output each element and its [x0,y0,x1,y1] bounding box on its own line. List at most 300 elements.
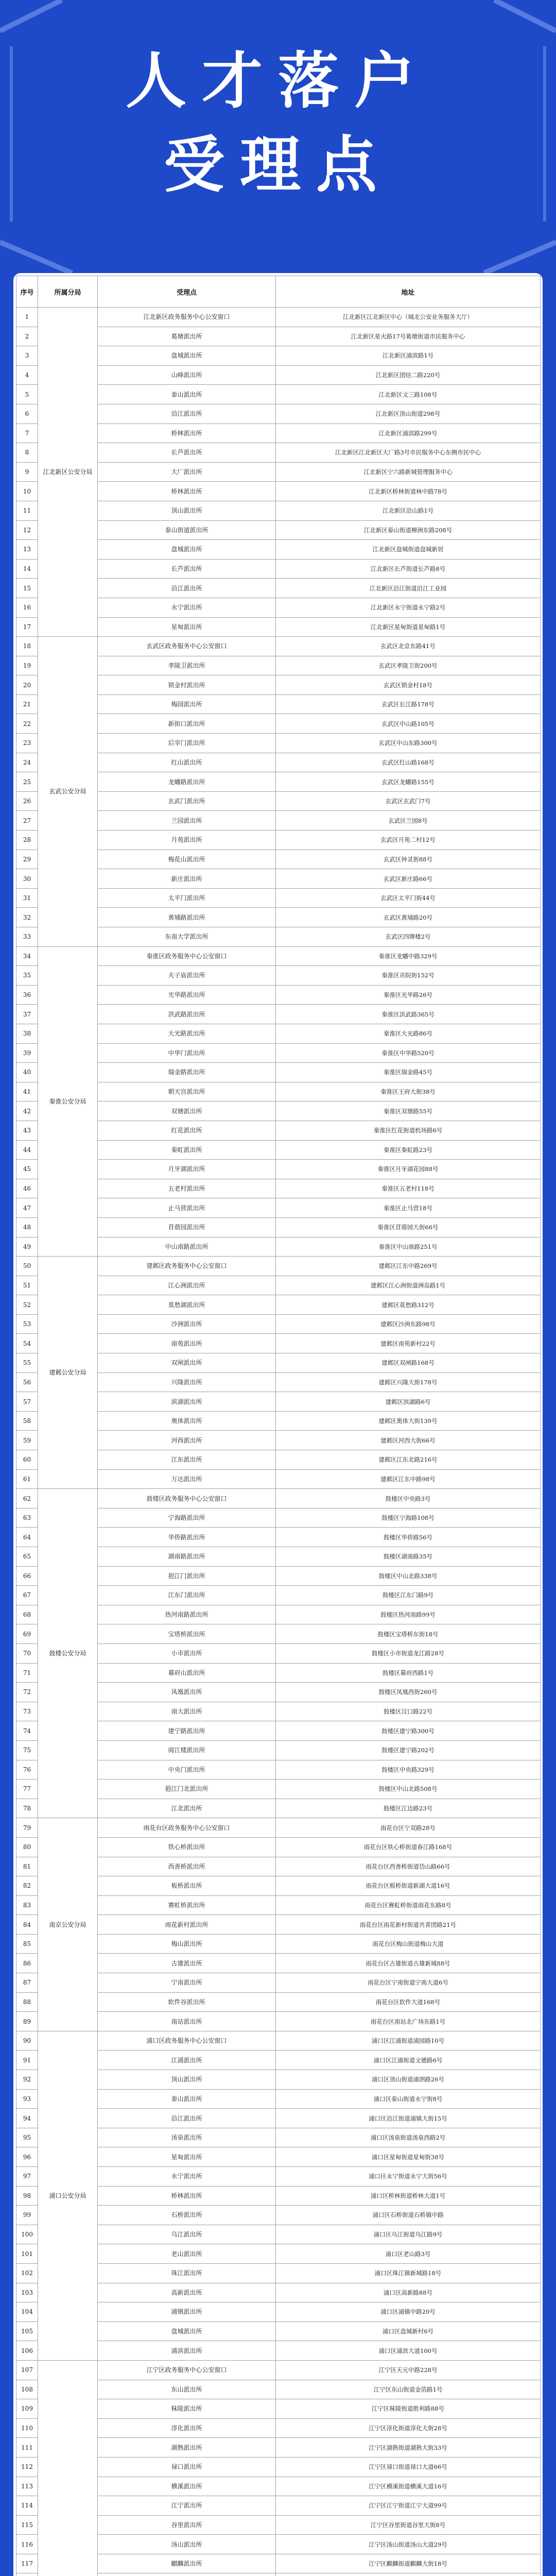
row-number: 52 [16,1295,38,1315]
station-address: 浦口区泰山街道永宁街8号 [276,2089,541,2109]
station-name: 阅江楼派出所 [98,1740,276,1760]
station-name: 红山派出所 [98,753,276,772]
station-name: 长芦派出所 [98,559,276,579]
station-name: 永宁派出所 [98,598,276,617]
station-name: 朝天宫派出所 [98,1082,276,1101]
station-address: 鼓楼区湖南路35号 [276,1547,541,1567]
station-name: 秦淮区政务服务中心公安窗口 [98,946,276,966]
station-address: 建邺区江心洲街道洲岛路1号 [276,1276,541,1295]
station-address: 建邺区奥体大街139号 [276,1411,541,1431]
row-number: 62 [16,1489,38,1509]
station-name: 双塘派出所 [98,1101,276,1121]
row-number: 84 [16,1915,38,1935]
station-name: 瑞金路派出所 [98,1063,276,1082]
station-address: 江北新区文三路108号 [276,385,541,404]
station-address: 江宁区湖熟街道湖熟大街33号 [276,2438,541,2458]
station-address: 建邺区莫愁路312号 [276,1295,541,1315]
branch-cell: 玄武公安分局 [38,637,98,947]
station-address: 建邺区沙洲东路98号 [276,1314,541,1334]
station-name: 沿江派出所 [98,2109,276,2128]
station-name: 兰园派出所 [98,811,276,831]
branch-cell: 秦淮公安分局 [38,946,98,1257]
station-address: 江宁区江宁街道江宁大道99号 [276,2496,541,2516]
station-name: 幕府山派出所 [98,1663,276,1683]
station-name: 山峰派出所 [98,365,276,385]
station-name: 桥林派出所 [98,423,276,443]
station-name: 禄口派出所 [98,2457,276,2477]
row-number: 94 [16,2109,38,2128]
station-address: 玄武区锁金村18号 [276,675,541,695]
row-number: 48 [16,1217,38,1237]
row-number: 107 [16,2360,38,2380]
station-address: 雨花台区西善桥街道岱山路66号 [276,1857,541,1876]
stations-table [16,276,541,2576]
station-address: 鼓楼区建宁路300号 [276,1721,541,1741]
station-name: 建邺区政务服务中心公安窗口 [98,1257,276,1276]
station-name: 中华门派出所 [98,1043,276,1063]
station-address: 雨花台区梅山街道梅山大道 [276,1934,541,1954]
station-address: 秦淮区光华路26号 [276,985,541,1005]
station-address: 玄武区北京东路41号 [276,637,541,656]
station-address: 秦淮区双塘路55号 [276,1101,541,1121]
row-number: 54 [16,1334,38,1353]
station-address: 江北新区沿江街道沿江工业园 [276,579,541,598]
station-name: 万达派出所 [98,1469,276,1489]
station-name: 宁南派出所 [98,1973,276,1993]
station-name: 江宁派出所 [98,2496,276,2516]
station-address: 鼓楼区宝塔桥东街18号 [276,1624,541,1644]
station-name: 星甸派出所 [98,617,276,637]
row-number: 85 [16,1934,38,1954]
row-number: 26 [16,791,38,811]
row-number: 74 [16,1721,38,1741]
station-name: 新街口派出所 [98,714,276,734]
row-number: 70 [16,1643,38,1663]
station-address: 雨花台区宁双路28号 [276,1818,541,1838]
station-name: 泰山街道派出所 [98,520,276,540]
row-number: 46 [16,1179,38,1198]
row-number: 10 [16,482,38,501]
station-address: 浦口区乌江街道乌江路9号 [276,2225,541,2244]
station-name: 湖南路派出所 [98,1547,276,1567]
station-name: 星甸派出所 [98,2147,276,2167]
station-address: 江宁区汤山街道汤山大道29号 [276,2535,541,2554]
header-no: 序号 [16,276,38,308]
station-address: 鼓楼区凤凰西街260号 [276,1683,541,1702]
row-number: 38 [16,1024,38,1043]
row-number: 110 [16,2418,38,2438]
station-name: 软件谷派出所 [98,1992,276,2012]
station-address: 浦口区江浦街道文德路6号 [276,2050,541,2070]
station-name: 宁海路派出所 [98,1508,276,1528]
branch-cell: 江北新区公安分局 [38,308,98,637]
station-name: 西善桥派出所 [98,1857,276,1876]
row-number: 28 [16,831,38,850]
station-name: 红花派出所 [98,1121,276,1140]
station-address: 建邺区江东中路269号 [276,1257,541,1276]
row-number: 42 [16,1101,38,1121]
station-address: 秦淮区大光路86号 [276,1024,541,1043]
station-address: 江北新区桥林街道林中路78号 [276,482,541,501]
station-name: 泰山派出所 [98,2089,276,2109]
row-number: 18 [16,637,38,656]
row-number: 64 [16,1528,38,1547]
row-number: 39 [16,1043,38,1063]
station-name: 建宁路派出所 [98,1721,276,1741]
station-address: 江北新区江北新区大厂路3号市民服务中心东侧市民中心 [276,443,541,463]
row-number: 93 [16,2089,38,2109]
station-address: 江北新区星甸街道星甸路1号 [276,617,541,637]
row-number: 33 [16,927,38,947]
station-name: 江东门派出所 [98,1586,276,1605]
station-name: 老山派出所 [98,2244,276,2264]
row-number: 50 [16,1257,38,1276]
station-address: 江北新区盘城街道盘城新居 [276,540,541,560]
station-address: 鼓楼区中央路329号 [276,1760,541,1780]
row-number: 61 [16,1469,38,1489]
station-address: 秦淮区止马营18号 [276,1198,541,1218]
station-name: 石桥派出所 [98,2206,276,2225]
station-address: 浦口区永宁街道永宁大街56号 [276,2167,541,2187]
station-address: 秦淮区秦虹路23号 [276,1140,541,1160]
station-name: 华侨路派出所 [98,1528,276,1547]
station-address [276,2573,541,2576]
station-address: 浦口区浦滨大道100号 [276,2341,541,2361]
station-address: 江宁区横溪街道横溪大道16号 [276,2477,541,2496]
station-name: 玄武区政务服务中心公安窗口 [98,637,276,656]
station-name: 沿江派出所 [98,404,276,423]
station-name: 葛塘派出所 [98,327,276,346]
row-number: 81 [16,1857,38,1876]
row-number: 79 [16,1818,38,1838]
row-number: 68 [16,1605,38,1624]
station-name: 浦镇派出所 [98,2302,276,2322]
station-address: 江宁区秣陵街道胜利路88号 [276,2399,541,2419]
station-address: 玄武区月苑二村12号 [276,831,541,850]
station-address: 玄武区龙蟠路155号 [276,772,541,792]
row-number: 104 [16,2302,38,2322]
station-name: 古雄派出所 [98,1954,276,1973]
row-number: 67 [16,1586,38,1605]
station-address: 秦淮区月牙湖花园88号 [276,1160,541,1179]
row-number: 63 [16,1508,38,1528]
row-number: 115 [16,2515,38,2535]
station-name: 江宁区政务服务中心公安窗口 [98,2360,276,2380]
row-number: 98 [16,2186,38,2206]
station-name: 凤凰派出所 [98,1683,276,1702]
row-number: 96 [16,2147,38,2167]
station-address: 玄武区红山路168号 [276,753,541,772]
station-address: 秦淮区中华路520号 [276,1043,541,1063]
station-name: 高新派出所 [98,2283,276,2302]
station-name: 挹江门北派出所 [98,1780,276,1799]
table-row [16,1489,541,1509]
station-address: 江北新区宁六路新城管理服务中心 [276,462,541,482]
station-name: 永宁派出所 [98,2167,276,2187]
row-number: 108 [16,2380,38,2399]
station-address: 鼓楼区中山北路338号 [276,1566,541,1586]
station-address: 秦淮区洪武路365号 [276,1005,541,1024]
row-number: 49 [16,1237,38,1257]
header [0,0,556,273]
station-address: 玄武区兰园8号 [276,811,541,831]
station-name: 龙蟠路派出所 [98,772,276,792]
row-number: 114 [16,2496,38,2516]
row-number: 31 [16,888,38,908]
station-name: 河西派出所 [98,1431,276,1450]
station-address: 建邺区南苑新村22号 [276,1334,541,1353]
station-address: 江北新区星火路17号葛塘街道市民服务中心 [276,327,541,346]
row-number: 99 [16,2206,38,2225]
decor-line-left-top [0,0,62,31]
station-name: 南大派出所 [98,1702,276,1721]
table-row [16,637,541,656]
station-address: 浦口区星甸街道星甸街38号 [276,2147,541,2167]
row-number: 8 [16,443,38,463]
station-name: 淳化派出所 [98,2418,276,2438]
station-name: 江北派出所 [98,1799,276,1818]
station-name: 秦虹派出所 [98,1140,276,1160]
station-name: 月苑派出所 [98,831,276,850]
station-address: 玄武区太平门街44号 [276,888,541,908]
station-address: 浦口区石桥街道石桥镇中路 [276,2206,541,2225]
station-name: 东山派出所 [98,2380,276,2399]
branch-cell: 浦口公安分局 [38,2031,98,2360]
station-address: 雨花台区软件大道168号 [276,1992,541,2012]
row-number: 92 [16,2070,38,2090]
row-number: 15 [16,579,38,598]
station-address: 浦口区老山路3号 [276,2244,541,2264]
station-address: 玄武区新庄路66号 [276,869,541,889]
station-address: 浦口区顶山街道浦泗路26号 [276,2070,541,2090]
station-name: 盘城派出所 [98,2321,276,2341]
table-header-row [16,276,541,308]
station-address: 江北新区沿山路1号 [276,501,541,520]
station-address: 浦口区浦镇中路20号 [276,2302,541,2322]
station-name: 小市派出所 [98,1643,276,1663]
row-number: 116 [16,2535,38,2554]
station-name: 太平门派出所 [98,888,276,908]
station-name: 桥林派出所 [98,2186,276,2206]
station-address: 鼓楼区中山北路508号 [276,1780,541,1799]
station-name: 铁心桥派出所 [98,1837,276,1857]
station-name: 横溪派出所 [98,2477,276,2496]
row-number: 44 [16,1140,38,1160]
row-number: 100 [16,2225,38,2244]
row-number: 36 [16,985,38,1005]
table-row [16,2031,541,2050]
row-number: 86 [16,1954,38,1973]
station-address: 玄武区中山东路300号 [276,734,541,753]
station-name: 南站派出所 [98,2012,276,2031]
station-name: 锁金村派出所 [98,675,276,695]
row-number: 82 [16,1876,38,1896]
station-name: 湖熟派出所 [98,2438,276,2458]
station-name: 汤山派出所 [98,2535,276,2554]
station-name: 东南大学派出所 [98,927,276,947]
station-address: 玄武区四牌楼2号 [276,927,541,947]
station-name: 大光路派出所 [98,1024,276,1043]
row-number: 22 [16,714,38,734]
row-number: 77 [16,1780,38,1799]
station-address: 秦淮区瑞金路45号 [276,1063,541,1082]
header-address: 地址 [276,276,541,308]
row-number: 90 [16,2031,38,2050]
station-name: 沙洲派出所 [98,1314,276,1334]
station-name: 玄武门派出所 [98,791,276,811]
row-number: 7 [16,423,38,443]
station-name: 雨花台区政务服务中心公安窗口 [98,1818,276,1838]
station-address: 江北新区永宁街道永宁路2号 [276,598,541,617]
station-name: 热河南路派出所 [98,1605,276,1624]
station-name: 滨湖派出所 [98,1392,276,1412]
station-name: 乌江派出所 [98,2225,276,2244]
row-number: 57 [16,1392,38,1412]
row-number: 30 [16,869,38,889]
row-number: 60 [16,1450,38,1470]
row-number: 117 [16,2554,38,2573]
station-address: 鼓楼区幕府西路1号 [276,1663,541,1683]
row-number: 45 [16,1160,38,1179]
station-address: 秦淮区五老村118号 [276,1179,541,1198]
row-number: 6 [16,404,38,423]
station-name: 止马营派出所 [98,1198,276,1218]
station-address: 建邺区江东北路216号 [276,1450,541,1470]
station-address: 浦口区珠江镇新城路18号 [276,2263,541,2283]
station-name: 汤泉派出所 [98,2128,276,2147]
station-name: 顶山派出所 [98,2070,276,2090]
row-number: 76 [16,1760,38,1780]
station-address: 玄武区钟灵街88号 [276,850,541,869]
row-number: 65 [16,1547,38,1567]
station-address: 玄武区孝陵卫街200号 [276,656,541,675]
table-row [16,308,541,327]
station-address: 秦淮区王府大街38号 [276,1082,541,1101]
row-number: 40 [16,1063,38,1082]
station-address: 建邺区江东中路98号 [276,1469,541,1489]
row-number: 32 [16,908,38,927]
station-name: 长芦派出所 [98,443,276,463]
station-address: 鼓楼区宁海路108号 [276,1508,541,1528]
station-name: 盘城派出所 [98,540,276,560]
station-address: 江北新区浦滨路299号 [276,423,541,443]
station-address: 鼓楼区汉口路22号 [276,1702,541,1721]
row-number: 66 [16,1566,38,1586]
station-name: 大厂派出所 [98,462,276,482]
row-number: 25 [16,772,38,792]
table-row [16,946,541,966]
row-number: 29 [16,850,38,869]
row-number: 102 [16,2263,38,2283]
row-number: 16 [16,598,38,617]
row-number: 41 [16,1082,38,1101]
table-card [13,273,543,2576]
station-name: 梅花山派出所 [98,850,276,869]
station-name: 珠江派出所 [98,2263,276,2283]
row-number: 78 [16,1799,38,1818]
station-address: 雨花台区南站北广场东路1号 [276,2012,541,2031]
station-address: 建邺区兴隆大街178号 [276,1372,541,1392]
station-address: 江宁区禄口街道禄口大道66号 [276,2457,541,2477]
row-number: 35 [16,966,38,986]
station-name: 泰山派出所 [98,385,276,404]
row-number: 111 [16,2438,38,2458]
row-number: 11 [16,501,38,520]
station-address: 雨花台区赛虹桥街道雨花东路8号 [276,1895,541,1915]
station-name: 双闸派出所 [98,1353,276,1373]
row-number: 101 [16,2244,38,2264]
station-name [98,2573,276,2576]
station-address: 鼓楼区华侨路56号 [276,1528,541,1547]
station-address: 玄武区黄埔路20号 [276,908,541,927]
station-address: 浦口区盘城新村6号 [276,2321,541,2341]
row-number: 59 [16,1431,38,1450]
station-name: 鼓楼区政务服务中心公安窗口 [98,1489,276,1509]
station-name: 江浦派出所 [98,2050,276,2070]
row-number: 47 [16,1198,38,1218]
station-name: 谷里派出所 [98,2515,276,2535]
station-name: 顶山派出所 [98,501,276,520]
station-address: 鼓楼区建宁路202号 [276,1740,541,1760]
row-number: 112 [16,2457,38,2477]
station-address: 玄武区长江路178号 [276,694,541,714]
table-row [16,1818,541,1838]
station-name: 南苑派出所 [98,1334,276,1353]
decor-line-right-top [494,0,556,31]
station-address: 鼓楼区江东门路9号 [276,1586,541,1605]
row-number: 69 [16,1624,38,1644]
row-number: 75 [16,1740,38,1760]
station-address: 秦淮区红花街道机场路6号 [276,1121,541,1140]
station-address: 江北新区浦滨路1号 [276,346,541,366]
station-address: 秦淮区贡院街152号 [276,966,541,986]
station-address: 江宁区淳化街道淳化大街28号 [276,2418,541,2438]
station-name: 沿江派出所 [98,579,276,598]
station-address: 江北新区江北新区中心（城北公安业务服务大厅） [276,308,541,327]
station-address: 江北新区顶山街道298号 [276,404,541,423]
station-name: 新庄派出所 [98,869,276,889]
station-address: 江北新区长芦街道长芦路8号 [276,559,541,579]
station-name: 苜蓿园派出所 [98,1217,276,1237]
station-name: 雨花新村派出所 [98,1915,276,1935]
station-address: 秦淮区龙蟠中路329号 [276,946,541,966]
station-name: 夫子庙派出所 [98,966,276,986]
station-name: 浦滨派出所 [98,2341,276,2361]
row-number: 95 [16,2128,38,2147]
station-name: 中山南路派出所 [98,1237,276,1257]
row-number: 109 [16,2399,38,2419]
row-number: 34 [16,946,38,966]
station-address: 雨花台区板桥街道新湖大道16号 [276,1876,541,1896]
station-address: 江北新区泰山街道柳洲东路208号 [276,520,541,540]
row-number: 43 [16,1121,38,1140]
station-address: 江北新区团结二路220号 [276,365,541,385]
station-name: 光华路派出所 [98,985,276,1005]
station-name: 洪武路派出所 [98,1005,276,1024]
station-name: 浦口区政务服务中心公安窗口 [98,2031,276,2050]
decor-line-right-bottom [484,242,556,273]
row-number: 19 [16,656,38,675]
station-address: 江宁区谷里街道谷里大街8号 [276,2515,541,2535]
table-body [16,308,541,2576]
station-name: 莫愁湖派出所 [98,1295,276,1315]
row-number: 58 [16,1411,38,1431]
row-number: 87 [16,1973,38,1993]
station-address: 浦口区高新路88号 [276,2283,541,2302]
branch-cell [38,2360,98,2576]
row-number: 97 [16,2167,38,2187]
station-name: 梅山派出所 [98,1934,276,1954]
